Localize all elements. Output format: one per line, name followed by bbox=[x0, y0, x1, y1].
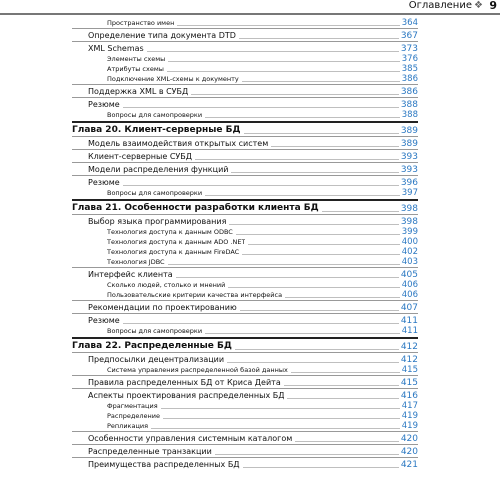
toc-entry-title: Технология JDBC bbox=[107, 258, 165, 266]
toc-subsection-row[interactable] bbox=[72, 326, 418, 336]
toc-page-number[interactable]: 419 bbox=[401, 421, 418, 431]
toc-chapter-row[interactable] bbox=[72, 337, 418, 352]
toc-section-row[interactable] bbox=[72, 214, 418, 227]
toc-entry-title: Вопросы для самопроверки bbox=[107, 327, 203, 335]
dot-leader bbox=[163, 418, 400, 419]
toc-entry-title: Правила распределенных БД от Криса Дейта bbox=[88, 378, 281, 387]
dot-leader bbox=[231, 172, 398, 173]
toc-entry-title: Резюме bbox=[88, 316, 120, 325]
dot-leader bbox=[295, 441, 399, 442]
toc-entry-title: Особенности управления системным каталогом bbox=[88, 434, 293, 443]
dot-leader bbox=[235, 349, 399, 350]
toc-entry-title: Технология доступа к данным ADO .NET bbox=[107, 238, 246, 246]
toc-section-row[interactable] bbox=[72, 375, 418, 388]
toc-entry-title: Определение типа документа DTD bbox=[88, 31, 236, 40]
toc-entry-title: Пространство имен bbox=[107, 19, 175, 27]
toc-entry-title: Фрагментация bbox=[107, 402, 158, 410]
toc-entry-title: Вопросы для самопроверки bbox=[107, 189, 203, 197]
dot-leader bbox=[176, 277, 399, 278]
toc-entry-title: Выбор языка программирования bbox=[88, 217, 227, 226]
toc-section-row[interactable] bbox=[72, 444, 418, 457]
toc-section-row[interactable] bbox=[72, 267, 418, 280]
toc-subsection-row[interactable] bbox=[72, 421, 418, 431]
toc-page-number[interactable]: 393 bbox=[400, 152, 418, 162]
toc-entry-title: Рекомендации по проектированию bbox=[88, 303, 237, 312]
dot-leader bbox=[240, 310, 399, 311]
toc-subsection-row[interactable] bbox=[72, 237, 418, 247]
toc-page-number[interactable]: 399 bbox=[401, 227, 418, 237]
toc-entry-title: Распределенные транзакции bbox=[88, 447, 212, 456]
toc-page-number[interactable]: 420 bbox=[400, 447, 418, 457]
dot-leader bbox=[195, 159, 399, 160]
toc-page-number[interactable]: 367 bbox=[400, 31, 418, 41]
toc-entry-title: Элементы схемы bbox=[107, 55, 166, 63]
toc-entry-title: Модели распределения функций bbox=[88, 165, 229, 174]
toc-entry-title: Предпосылки децентрализации bbox=[88, 355, 225, 364]
toc-page-number[interactable]: 406 bbox=[401, 290, 418, 300]
toc-section-row[interactable] bbox=[72, 313, 418, 326]
toc-section-row[interactable] bbox=[72, 431, 418, 444]
toc-entry-title: Сколько людей, столько и мнений bbox=[107, 281, 226, 289]
running-header-title: Оглавление bbox=[408, 0, 472, 11]
dot-leader bbox=[239, 38, 399, 39]
toc-subsection-row[interactable] bbox=[72, 365, 418, 375]
toc-entry-title: Распределение bbox=[107, 412, 160, 420]
dot-leader bbox=[227, 362, 399, 363]
toc-subsection-row[interactable] bbox=[72, 401, 418, 411]
dot-leader bbox=[161, 408, 400, 409]
toc-page-number[interactable]: 393 bbox=[400, 165, 418, 175]
toc-page-number[interactable]: 417 bbox=[401, 401, 418, 411]
running-header bbox=[0, 0, 500, 20]
toc-subsection-row[interactable] bbox=[72, 227, 418, 237]
toc-section-row[interactable] bbox=[72, 175, 418, 188]
toc-entry-title: Резюме bbox=[88, 178, 120, 187]
toc-entry-title: Пользовательские критерии качества интерфейса bbox=[107, 291, 283, 299]
toc-subsection-row[interactable] bbox=[72, 257, 418, 267]
toc-section-row[interactable] bbox=[72, 41, 418, 54]
toc-section-row[interactable] bbox=[72, 300, 418, 313]
toc-subsection-row[interactable] bbox=[72, 188, 418, 198]
toc-entry-title: Технология доступа к данным FireDAC bbox=[107, 248, 240, 256]
toc-entry-title: Подключение XML-схемы к документу bbox=[107, 75, 239, 83]
toc-entry-title: Атрибуты схемы bbox=[107, 65, 164, 73]
toc-section-row[interactable] bbox=[72, 352, 418, 365]
dot-leader bbox=[205, 195, 400, 196]
toc-entry-title: Технология доступа к данным ODBC bbox=[107, 228, 233, 236]
toc-subsection-row[interactable] bbox=[72, 74, 418, 84]
toc-entry-title: XML Schemas bbox=[88, 44, 144, 53]
toc-page-number[interactable]: 415 bbox=[401, 365, 418, 375]
toc-page-number[interactable]: 405 bbox=[400, 270, 418, 280]
dot-leader bbox=[285, 297, 400, 298]
header-rule bbox=[0, 13, 500, 15]
dot-leader bbox=[287, 398, 398, 399]
toc-page-number[interactable]: 373 bbox=[400, 44, 418, 54]
toc-entry-title: Преимущества распределенных БД bbox=[88, 460, 240, 469]
table-of-contents bbox=[72, 18, 418, 470]
toc-entry-title: Резюме bbox=[88, 100, 120, 109]
toc-page-number[interactable]: 416 bbox=[400, 391, 418, 401]
dot-leader bbox=[243, 467, 399, 468]
toc-subsection-row[interactable] bbox=[72, 247, 418, 257]
dot-leader bbox=[168, 61, 399, 62]
toc-page-number[interactable]: 411 bbox=[401, 326, 418, 336]
page-number: 9 bbox=[489, 0, 497, 12]
dot-leader bbox=[248, 244, 399, 245]
dot-leader bbox=[191, 94, 399, 95]
toc-entry-title: Система управления распределенной базой данных bbox=[107, 366, 288, 374]
dot-leader bbox=[242, 81, 400, 82]
dot-leader bbox=[291, 372, 400, 373]
toc-entry-title: Клиент-серверные СУБД bbox=[88, 152, 193, 161]
toc-page-number[interactable]: 398 bbox=[400, 217, 418, 227]
toc-page-number[interactable]: 402 bbox=[401, 247, 418, 257]
toc-page-number[interactable]: 388 bbox=[401, 110, 418, 120]
toc-page-number[interactable]: 385 bbox=[401, 64, 418, 74]
diamond-ornament-icon: ❖ bbox=[474, 0, 483, 11]
toc-page-number[interactable]: 419 bbox=[401, 411, 418, 421]
dot-leader bbox=[242, 254, 400, 255]
toc-section-row[interactable] bbox=[72, 457, 418, 470]
toc-subsection-row[interactable] bbox=[72, 280, 418, 290]
toc-entry-title: Репликация bbox=[107, 422, 149, 430]
toc-entry-title: Поддержка XML в СУБД bbox=[88, 87, 189, 96]
toc-subsection-row[interactable] bbox=[72, 18, 418, 28]
dot-leader bbox=[228, 287, 399, 288]
toc-section-row[interactable] bbox=[72, 388, 418, 401]
toc-page-number[interactable]: 420 bbox=[400, 434, 418, 444]
dot-leader bbox=[205, 333, 400, 334]
toc-page-number[interactable]: 411 bbox=[400, 316, 418, 326]
toc-page-number[interactable]: 397 bbox=[401, 188, 418, 198]
toc-section-row[interactable] bbox=[72, 97, 418, 110]
toc-section-row[interactable] bbox=[72, 136, 418, 149]
dot-leader bbox=[236, 234, 400, 235]
toc-entry-title: Модель взаимодействия открытых систем bbox=[88, 139, 269, 148]
toc-section-row[interactable] bbox=[72, 28, 418, 41]
dot-leader bbox=[177, 25, 399, 26]
dot-leader bbox=[123, 323, 399, 324]
toc-section-row[interactable] bbox=[72, 149, 418, 162]
toc-entry-title: Аспекты проектирования распределенных БД bbox=[88, 391, 285, 400]
toc-page-number[interactable]: 407 bbox=[400, 303, 418, 313]
dot-leader bbox=[284, 385, 399, 386]
toc-entry-title: Глава 20. Клиент-серверные БД bbox=[72, 125, 241, 135]
dot-leader bbox=[168, 264, 400, 265]
toc-subsection-row[interactable] bbox=[72, 110, 418, 120]
toc-entry-title: Интерфейс клиента bbox=[88, 270, 173, 279]
dot-leader bbox=[205, 117, 400, 118]
dot-leader bbox=[167, 71, 400, 72]
toc-page-number[interactable]: 406 bbox=[401, 280, 418, 290]
toc-page-number[interactable]: 389 bbox=[400, 139, 418, 149]
dot-leader bbox=[123, 185, 399, 186]
dot-leader bbox=[229, 224, 398, 225]
toc-subsection-row[interactable] bbox=[72, 64, 418, 74]
dot-leader bbox=[271, 146, 399, 147]
toc-page-number[interactable]: 400 bbox=[401, 237, 418, 247]
toc-entry-title: Глава 21. Особенности разработки клиента БД bbox=[72, 203, 319, 213]
dot-leader bbox=[322, 211, 399, 212]
toc-page-number[interactable]: 386 bbox=[401, 74, 418, 84]
toc-page-number[interactable]: 386 bbox=[400, 87, 418, 97]
toc-page-number[interactable]: 412 bbox=[400, 355, 418, 365]
toc-page-number[interactable]: 376 bbox=[401, 54, 418, 64]
toc-entry-title: Глава 22. Распределенные БД bbox=[72, 341, 232, 351]
toc-entry-title: Вопросы для самопроверки bbox=[107, 111, 203, 119]
toc-page-number[interactable]: 398 bbox=[400, 204, 418, 214]
toc-subsection-row[interactable] bbox=[72, 411, 418, 421]
toc-page-number[interactable]: 388 bbox=[400, 100, 418, 110]
dot-leader bbox=[123, 107, 399, 108]
toc-subsection-row[interactable] bbox=[72, 54, 418, 64]
toc-chapter-row[interactable] bbox=[72, 121, 418, 136]
dot-leader bbox=[151, 428, 400, 429]
toc-page-number[interactable]: 412 bbox=[400, 342, 418, 352]
toc-page-number[interactable]: 364 bbox=[401, 18, 418, 28]
toc-subsection-row[interactable] bbox=[72, 290, 418, 300]
dot-leader bbox=[244, 133, 399, 134]
toc-page-number[interactable]: 415 bbox=[400, 378, 418, 388]
dot-leader bbox=[147, 51, 399, 52]
toc-page-number[interactable]: 421 bbox=[400, 460, 418, 470]
dot-leader bbox=[215, 454, 399, 455]
toc-section-row[interactable] bbox=[72, 162, 418, 175]
toc-section-row[interactable] bbox=[72, 84, 418, 97]
toc-chapter-row[interactable] bbox=[72, 199, 418, 214]
toc-page-number[interactable]: 396 bbox=[400, 178, 418, 188]
toc-page-number[interactable]: 403 bbox=[401, 257, 418, 267]
toc-page-number[interactable]: 389 bbox=[400, 126, 418, 136]
